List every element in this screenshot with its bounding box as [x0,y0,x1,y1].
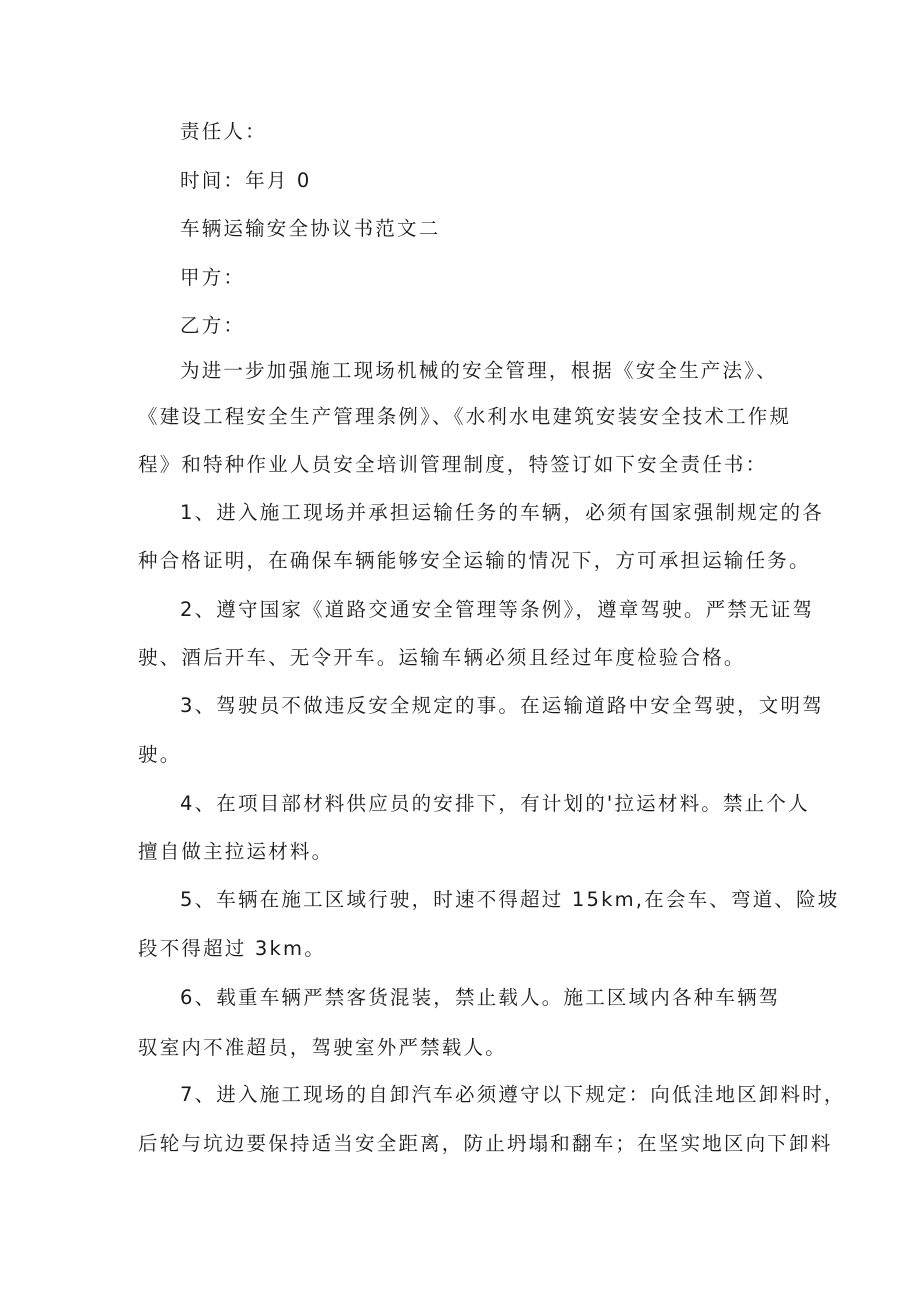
responsible-person-line: 责任人： [180,120,267,143]
clause-6-line-2: 驭室内不准超员，驾驶室外严禁载人。 [138,1036,507,1059]
clause-5-line-2: 段不得超过 3km。 [138,937,326,960]
party-b-line: 乙方： [180,314,246,337]
clause-1-line-1: 1、进入施工现场并承担运输任务的车辆，必须有国家强制规定的各 [180,501,824,524]
clause-3-line-2: 驶。 [138,743,182,766]
clause-4-line-1: 4、在项目部材料供应员的安排下，有计划的'拉运材料。禁止个人 [180,792,810,815]
intro-paragraph-line-3: 程》和特种作业人员安全培训管理制度，特签订如下安全责任书： [138,453,768,476]
clause-1-line-2: 种合格证明，在确保车辆能够安全运输的情况下，方可承担运输任务。 [138,549,811,572]
intro-paragraph-line-1: 为进一步加强施工现场机械的安全管理，根据《安全生产法》、 [180,359,778,382]
clause-6-line-1: 6、载重车辆严禁客货混装，禁止载人。施工区域内各种车辆驾 [180,986,781,1009]
clause-7-line-2: 后轮与坑边要保持适当安全距离，防止坍塌和翻车；在坚实地区向下卸料 [138,1132,833,1155]
date-line: 时间：年月 0 [180,169,312,192]
clause-2-line-1: 2、遵守国家《道路交通安全管理等条例》，遵章驾驶。严禁无证驾 [180,598,815,621]
clause-5-line-1: 5、车辆在施工区域行驶，时速不得超过 15km,在会车、弯道、险坡 [180,888,840,911]
clause-2-line-2: 驶、酒后开车、无令开车。运输车辆必须且经过年度检验合格。 [138,646,746,669]
clause-4-line-2: 擅自做主拉运材料。 [138,840,334,863]
intro-paragraph-line-2: 《建设工程安全生产管理条例》、《水利水电建筑安装安全技术工作规 [138,405,792,428]
clause-3-line-1: 3、驾驶员不做违反安全规定的事。在运输道路中安全驾驶，文明驾 [180,694,824,717]
clause-7-line-1: 7、进入施工现场的自卸汽车必须遵守以下规定：向低洼地区卸料时， [180,1083,846,1106]
document-subtitle: 车辆运输安全协议书范文二 [180,217,441,240]
party-a-line: 甲方： [180,266,246,289]
